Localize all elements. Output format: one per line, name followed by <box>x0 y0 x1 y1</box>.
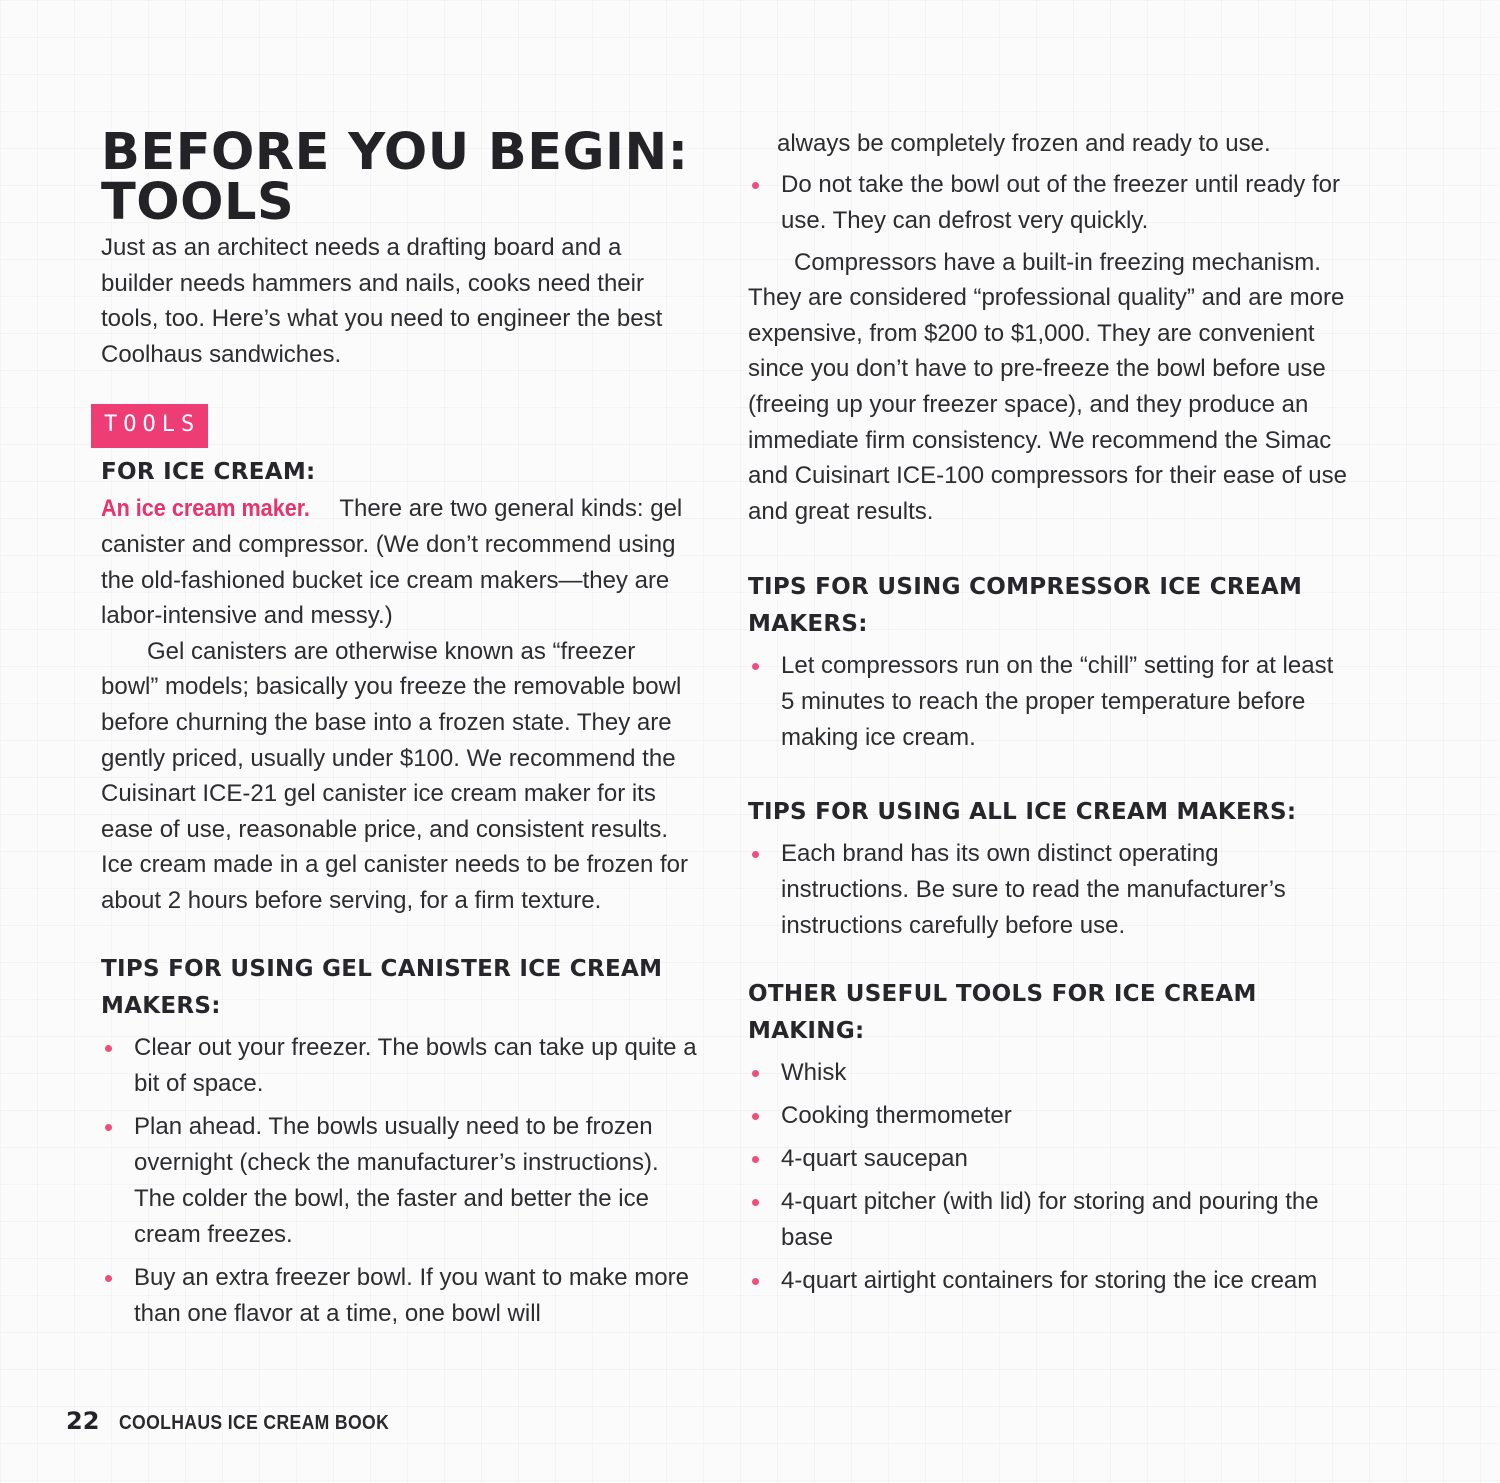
all-tips-list <box>748 836 1348 944</box>
gel-tips-heading: TIPS FOR USING GEL CANISTER ICE CREAM MAKERS: <box>101 955 663 1019</box>
bullet-icon <box>752 1156 759 1163</box>
bullet-icon <box>752 851 759 858</box>
page-title: BEFORE YOU BEGIN: TOOLS <box>101 123 689 232</box>
section-tag-wrap <box>101 404 697 448</box>
bullet-icon <box>105 1124 112 1131</box>
bullet-icon <box>752 182 759 189</box>
ice-cream-maker-paragraph <box>101 491 697 633</box>
left-column <box>101 123 697 1332</box>
list-item <box>748 167 1348 239</box>
page-footer <box>66 1407 426 1437</box>
compressors-paragraph: Compressors have a built-in freezing mechanism. They are considered “professional quality” and are more expensive, from $200 to $1,000. They are convenient since you don’t have to pre-freeze the bowl before use (freeing up your freezer space), and they produce an immediate firm consistency. We recommend the Simac and Cuisinart ICE-100 compressors for their ease of use and great results. <box>748 248 1347 525</box>
continued-bullet-text: always be completely frozen and ready to use. <box>777 130 1271 157</box>
gel-canister-paragraph: Gel canisters are otherwise known as “freezer bowl” models; basically you freeze the removable bowl before churning the base into a frozen state. They are gently priced, usually under $100. We recommend the Cuisinart ICE-21 gel canister ice cream maker for its ease of use, reasonable price, and consistent results. Ice cream made in a gel canister needs to be frozen for about 2 hours before serving, for a firm texture. <box>101 637 688 914</box>
list-item-text: Plan ahead. The bowls usually need to be frozen overnight (check the manufacturer’s instructions). The colder the bowl, the faster and better the ice cream freezes. <box>134 1112 659 1248</box>
all-tips-heading: TIPS FOR USING ALL ICE CREAM MAKERS: <box>748 799 1297 826</box>
list-item-text: Cooking thermometer <box>781 1102 1012 1130</box>
bullet-icon <box>752 1278 759 1285</box>
list-item <box>748 648 1348 756</box>
list-item <box>748 1098 1348 1134</box>
list-item-text: Whisk <box>781 1059 847 1087</box>
page-number: 22 <box>66 1407 100 1435</box>
list-item <box>748 1184 1348 1256</box>
bullet-icon <box>752 1070 759 1077</box>
list-item-text: Let compressors run on the “chill” setting for at least 5 minutes to reach the proper temperature before making ice cream. <box>781 652 1334 752</box>
list-item-text: Clear out your freezer. The bowls can take up quite a bit of space. <box>134 1033 697 1097</box>
right-column <box>748 126 1348 1299</box>
list-item-text: Do not take the bowl out of the freezer until ready for use. They can defrost very quickly. <box>781 170 1340 234</box>
list-item <box>101 1260 697 1332</box>
bullet-icon <box>752 1199 759 1206</box>
ice-cream-maker-lead: An ice cream maker. <box>101 495 310 523</box>
section-tag: TOOLS <box>91 404 208 448</box>
other-tools-heading: OTHER USEFUL TOOLS FOR ICE CREAM MAKING: <box>748 981 1257 1045</box>
list-item <box>748 1263 1348 1299</box>
list-item <box>101 1030 697 1102</box>
for-ice-cream-heading: FOR ICE CREAM: <box>101 459 316 486</box>
list-item-text: 4-quart saucepan <box>781 1145 968 1173</box>
list-item <box>101 1109 697 1253</box>
bullet-icon <box>752 1113 759 1120</box>
gel-tips-cont-list <box>748 167 1348 239</box>
gel-tips-list <box>101 1030 697 1332</box>
book-title: COOLHAUS ICE CREAM BOOK <box>119 1412 390 1434</box>
list-item <box>748 1141 1348 1177</box>
compressor-tips-list <box>748 648 1348 756</box>
list-item-text: 4-quart airtight containers for storing the ice cream <box>781 1267 1318 1295</box>
bullet-icon <box>105 1275 112 1282</box>
bullet-icon <box>105 1045 112 1052</box>
intro-paragraph: Just as an architect needs a drafting board and a builder needs hammers and nails, cooks need their tools, too. Here’s what you need to engineer the best Coolhaus sandwiches. <box>101 234 663 368</box>
bullet-icon <box>752 663 759 670</box>
list-item <box>748 1055 1348 1091</box>
list-item-text: 4-quart pitcher (with lid) for storing and pouring the base <box>781 1188 1319 1252</box>
list-item-text: Buy an extra freezer bowl. If you want to make more than one flavor at a time, one bowl will <box>134 1263 689 1327</box>
ice-cream-maker-text: There are two general kinds: gel canister and compressor. (We don’t recommend using the old-fashioned bucket ice cream makers—they are labor-intensive and messy.) <box>101 495 683 630</box>
other-tools-list <box>748 1055 1348 1299</box>
list-item-text: Each brand has its own distinct operating instructions. Be sure to read the manufacturer’s instructions carefully before use. <box>781 840 1286 940</box>
compressor-tips-heading: TIPS FOR USING COMPRESSOR ICE CREAM MAKERS: <box>748 574 1303 638</box>
list-item <box>748 836 1348 944</box>
